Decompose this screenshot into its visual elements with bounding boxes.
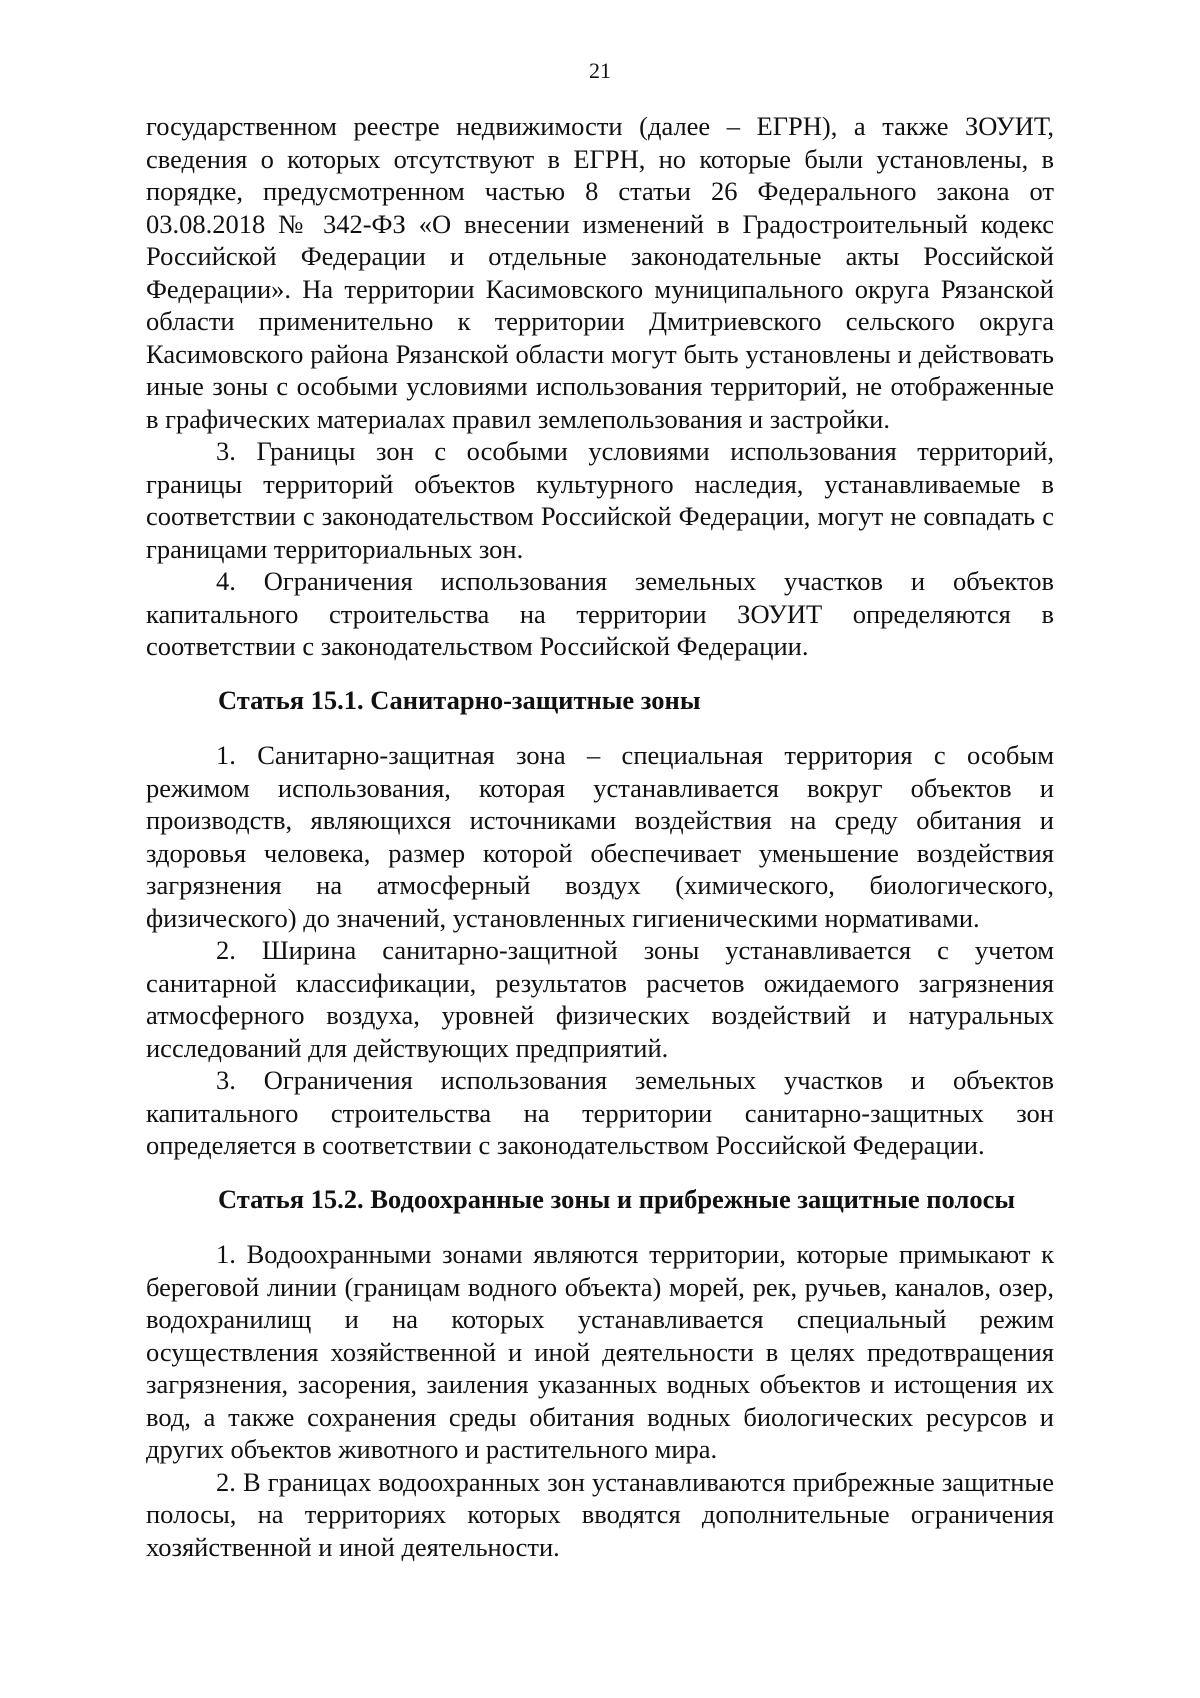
paragraph-item-3: 3. Границы зон с особыми условиями использования территорий, границы территорий объектов культурного наследия, устанавливаемые в соответствии с законодательством Российской Федерации, могут не совпадать с границами территориальных зон. [146, 436, 1054, 564]
article-heading-15-2: Статья 15.2. Водоохранные зоны и прибрежные защитные полосы [218, 1183, 1016, 1214]
article-15-2-item-2: 2. В границах водоохранных зон устанавливаются прибрежные защитные полосы, на территориях которых вводятся дополнительные ограничения хозяйственной и иной деятельности. [146, 1466, 1054, 1562]
page-number: 21 [589, 58, 611, 83]
document-body [146, 110, 1054, 1563]
article-15-2-item-1: 1. Водоохранными зонами являются территории, которые примыкают к береговой линии (границам водного объекта) морей, рек, ручьев, каналов, озер, водохранилищ и на которых устанавливается специальный режим осуществления хозяйственной и иной деятельности в целях предотвращения загрязнения, засорения, заиления указанных водных объектов и истощения их вод, а также сохранения среды обитания водных биологических ресурсов и других объектов животного и растительного мира. [146, 1239, 1054, 1464]
paragraph-continuation: государственном реестре недвижимости (далее – ЕГРН), а также ЗОУИТ, сведения о которых отсутствуют в ЕГРН, но которые были установлены, в порядке, предусмотренном частью 8 статьи 26 Федерального закона от 03.08.2018 № 342-ФЗ «О внесении изменений в Градостроительный кодекс Российской Федерации и отдельные законодательные акты Российской Федерации». На территории Касимовского муниципального округа Рязанской области применительно к территории Дмитриевского сельского округа Касимовского района Рязанской области могут быть установлены и действовать иные зоны с особыми условиями использования территорий, не отображенные в графических материалах правил землепользования и застройки. [146, 111, 1054, 434]
article-15-1-item-3: 3. Ограничения использования земельных участков и объектов капитального строительства на территории санитарно-защитных зон определяется в соответствии с законодательством Российской Федерации. [146, 1065, 1054, 1160]
article-15-1-item-2: 2. Ширина санитарно-защитной зоны устанавливается с учетом санитарной классификации, результатов расчетов ожидаемого загрязнения атмосферного воздуха, уровней физических воздействий и натуральных исследований для действующих предприятий. [146, 935, 1054, 1063]
paragraph-item-4: 4. Ограничения использования земельных участков и объектов капитального строительства на территории ЗОУИТ определяются в соответствии с законодательством Российской Федерации. [146, 566, 1054, 661]
article-heading-15-1: Статья 15.1. Санитарно-защитные зоны [218, 684, 701, 715]
article-15-1-item-1: 1. Санитарно-защитная зона – специальная территория с особым режимом использования, которая устанавливается вокруг объектов и производств, являющихся источниками воздействия на среду обитания и здоровья человека, размер которой обеспечивает уменьшение воздействия загрязнения на атмосферный воздух (химического, биологического, физического) до значений, установленных гигиеническими нормативами. [146, 740, 1054, 933]
